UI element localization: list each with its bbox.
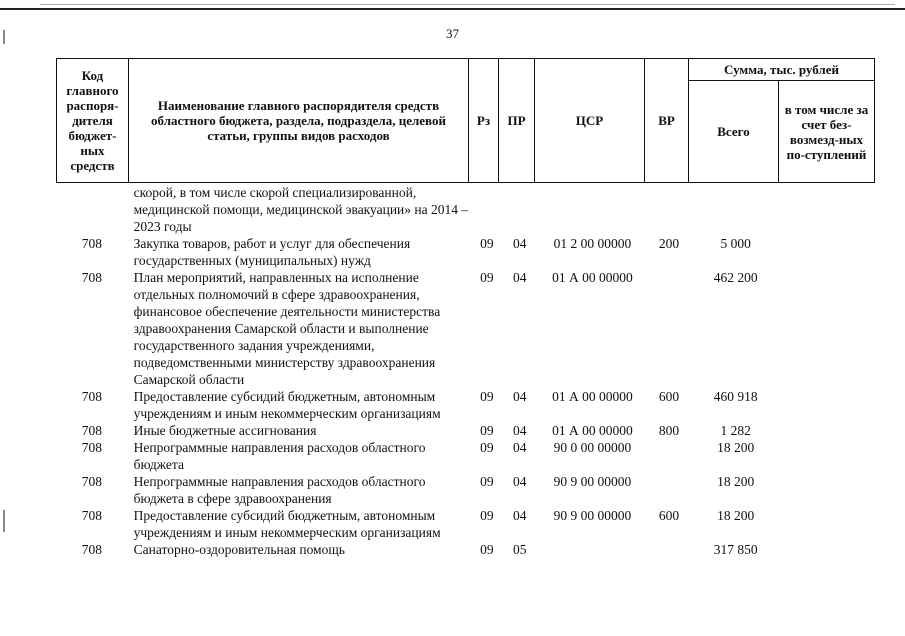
cell-pr: 04	[513, 236, 527, 251]
cell-vsego: 18 200	[717, 508, 755, 523]
cell-csr: 01 А 00 00000	[552, 389, 633, 404]
table-row	[56, 473, 876, 507]
cell-vtom	[780, 269, 876, 388]
cell-vtom	[780, 473, 876, 507]
cell-kod: 708	[81, 542, 102, 557]
cell-vtom	[780, 507, 876, 541]
cell-csr: 90 0 00 00000	[553, 440, 632, 455]
cell-pr: 04	[513, 389, 527, 404]
header-pr: ПР	[499, 59, 535, 183]
table-row	[56, 235, 876, 269]
cell-kod: 708	[81, 474, 102, 489]
cell-pr: 05	[513, 542, 527, 557]
table-row	[56, 388, 876, 422]
cell-kod: 708	[81, 508, 102, 523]
cell-vr: 600	[658, 508, 680, 523]
cell-vsego: 460 918	[713, 389, 758, 404]
cell-vsego: 18 200	[717, 474, 755, 489]
cell-csr	[538, 184, 647, 235]
table-row	[56, 439, 876, 473]
cell-pr	[502, 184, 538, 235]
cell-vsego: 1 282	[720, 423, 751, 438]
header-vsego: Всего	[689, 81, 779, 183]
cell-rz	[472, 184, 502, 235]
cell-vtom	[780, 422, 876, 439]
cell-kod: 708	[81, 440, 102, 455]
cell-rz: 09	[480, 474, 494, 489]
cell-name: Санаторно-оздоровительная помощь	[133, 542, 345, 557]
cell-csr	[538, 541, 647, 558]
cell-csr: 90 9 00 00000	[553, 508, 632, 523]
cell-vtom	[780, 388, 876, 422]
cell-vr	[647, 184, 691, 235]
cell-name: скорой, в том числе скорой специализированной, медицинской помощи, медицинской эвакуации» на 2014 – 2023 годы	[133, 185, 469, 234]
cell-kod: 708	[81, 270, 102, 285]
header-name: Наименование главного распорядителя средств областного бюджета, раздела, подраздела, целевой статьи, группы видов расходов	[129, 59, 469, 183]
cell-kod	[56, 184, 128, 235]
table-row	[56, 269, 876, 388]
cell-rz: 09	[480, 508, 494, 523]
cell-pr: 04	[513, 508, 527, 523]
cell-rz: 09	[480, 270, 494, 285]
cell-vr	[647, 439, 691, 473]
cell-rz: 09	[480, 423, 494, 438]
cell-name: Непрограммные направления расходов областного бюджета в сфере здравоохранения	[133, 474, 426, 506]
table-row	[56, 184, 876, 235]
cell-name: Непрограммные направления расходов областного бюджета	[133, 440, 426, 472]
cell-pr: 04	[513, 423, 527, 438]
cell-kod: 708	[81, 236, 102, 251]
cell-vtom	[780, 184, 876, 235]
cell-csr: 01 А 00 00000	[552, 423, 633, 438]
header-rz: Рз	[469, 59, 499, 183]
cell-vr	[647, 269, 691, 388]
header-csr: ЦСР	[535, 59, 645, 183]
cell-vtom	[780, 541, 876, 558]
cell-vsego	[691, 184, 781, 235]
cell-csr: 01 А 00 00000	[552, 270, 633, 285]
cell-name: Закупка товаров, работ и услуг для обеспечения государственных (муниципальных) нужд	[133, 236, 411, 268]
cell-vsego: 5 000	[720, 236, 751, 251]
cell-vtom	[780, 439, 876, 473]
cell-kod: 708	[81, 423, 102, 438]
cell-name: План мероприятий, направленных на исполнение отдельных полномочий в сфере здравоохранения, финансовое обеспечение деятельности министерства здравоохранения Самарской области и выполнение государственного задания учреждениями, подведомственными министерству здравоохранения Самарской области	[133, 270, 441, 387]
cell-name: Иные бюджетные ассигнования	[133, 423, 317, 438]
page-number: 37	[446, 26, 459, 41]
cell-pr: 04	[513, 474, 527, 489]
table-header	[56, 58, 875, 183]
cell-csr: 01 2 00 00000	[553, 236, 632, 251]
table-body	[56, 184, 876, 558]
cell-vsego: 462 200	[713, 270, 758, 285]
cell-name: Предоставление субсидий бюджетным, автономным учреждениям и иным некоммерческим организациям	[133, 508, 441, 540]
scan-edge-line	[40, 4, 895, 5]
cell-vsego: 317 850	[713, 542, 758, 557]
cell-vsego: 18 200	[717, 440, 755, 455]
cell-pr: 04	[513, 440, 527, 455]
table-row	[56, 541, 876, 558]
cell-vr: 800	[658, 423, 680, 438]
cell-vr	[647, 473, 691, 507]
cell-vr	[647, 541, 691, 558]
header-kod: Код главного распоря-дителя бюджет-ных средств	[57, 59, 129, 183]
cell-rz: 09	[480, 440, 494, 455]
cell-vr: 600	[658, 389, 680, 404]
cell-rz: 09	[480, 542, 494, 557]
table-row	[56, 422, 876, 439]
header-summa: Сумма, тыс. рублей	[689, 59, 875, 81]
cell-vr: 200	[658, 236, 680, 251]
cell-rz: 09	[480, 236, 494, 251]
page-top-rule	[0, 8, 905, 10]
table-row	[56, 507, 876, 541]
cell-vtom	[780, 235, 876, 269]
header-vtom: в том числе за счет без-возмезд-ных по-ступлений	[779, 81, 875, 183]
cell-name: Предоставление субсидий бюджетным, автономным учреждениям и иным некоммерческим организациям	[133, 389, 441, 421]
scan-margin-mark	[3, 510, 5, 532]
cell-rz: 09	[480, 389, 494, 404]
cell-kod: 708	[81, 389, 102, 404]
cell-csr: 90 9 00 00000	[553, 474, 632, 489]
header-vr: ВР	[645, 59, 689, 183]
cell-pr: 04	[513, 270, 527, 285]
